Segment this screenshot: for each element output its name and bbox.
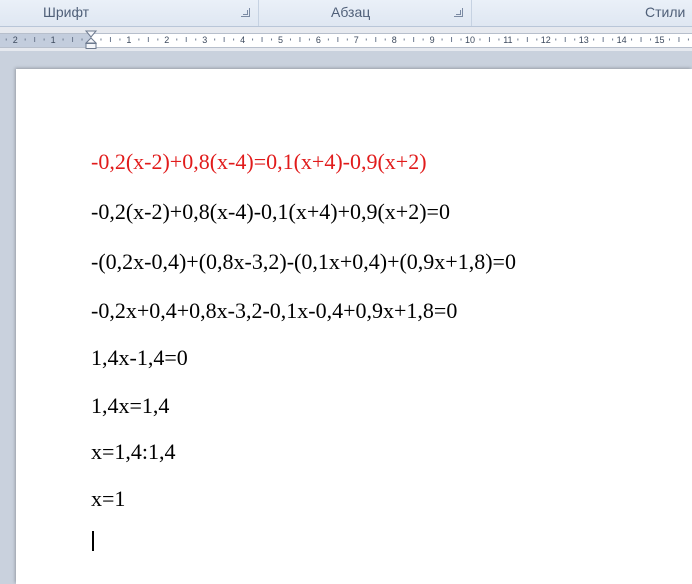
ruler-number: 11 bbox=[503, 35, 513, 45]
font-dialog-launcher-icon[interactable] bbox=[241, 8, 250, 17]
ruler-number: 6 bbox=[315, 35, 321, 45]
equation-line-5[interactable]: 1,4x-1,4=0 bbox=[91, 345, 188, 370]
ruler-number: 14 bbox=[616, 35, 627, 45]
equation-line-2[interactable]: -0,2(x-2)+0,8(x-4)-0,1(x+4)+0,9(x+2)=0 bbox=[91, 199, 450, 224]
equation-line-7[interactable]: x=1,4:1,4 bbox=[91, 439, 176, 464]
ribbon-group-bar bbox=[0, 0, 692, 27]
ruler-number: 1 bbox=[50, 35, 56, 45]
paragraph-group-label: Абзац bbox=[331, 4, 371, 20]
styles-group-label: Стили bbox=[645, 4, 686, 20]
indent-marker-icon[interactable] bbox=[85, 30, 97, 50]
text-cursor bbox=[92, 531, 94, 551]
equation-line-4[interactable]: -0,2x+0,4+0,8x-3,2-0,1x-0,4+0,9x+1,8=0 bbox=[91, 298, 458, 323]
ruler-number: 7 bbox=[353, 35, 359, 45]
group-separator bbox=[258, 0, 259, 26]
equation-line-6[interactable]: 1,4x=1,4 bbox=[91, 393, 170, 418]
document-workspace bbox=[0, 51, 692, 584]
ruler-number: 13 bbox=[578, 35, 589, 45]
document-page[interactable] bbox=[16, 69, 692, 584]
ruler-number: 1 bbox=[126, 35, 132, 45]
ruler-number: 15 bbox=[654, 35, 665, 45]
equation-line-1[interactable]: -0,2(x-2)+0,8(x-4)=0,1(x+4)-0,9(x+2) bbox=[91, 149, 427, 174]
paragraph-dialog-launcher-icon[interactable] bbox=[454, 8, 463, 17]
font-group-label: Шрифт bbox=[43, 4, 90, 20]
equation-line-8[interactable]: x=1 bbox=[91, 486, 126, 511]
ruler-number: 8 bbox=[391, 35, 397, 45]
ruler-number: 10 bbox=[464, 35, 476, 45]
group-separator bbox=[471, 0, 472, 26]
ruler-ticks bbox=[0, 27, 692, 51]
ruler-number: 5 bbox=[277, 35, 284, 45]
ruler-number: 3 bbox=[202, 35, 208, 45]
equation-line-3[interactable]: -(0,2x-0,4)+(0,8x-3,2)-(0,1x+0,4)+(0,9x+1,8)=0 bbox=[91, 249, 516, 274]
ruler-number: 12 bbox=[540, 35, 551, 45]
ruler-number: 4 bbox=[240, 35, 246, 45]
ruler-number: 9 bbox=[429, 35, 435, 45]
ruler-number: 2 bbox=[12, 35, 18, 45]
horizontal-ruler[interactable] bbox=[0, 27, 692, 51]
ruler-number: 2 bbox=[164, 35, 170, 45]
